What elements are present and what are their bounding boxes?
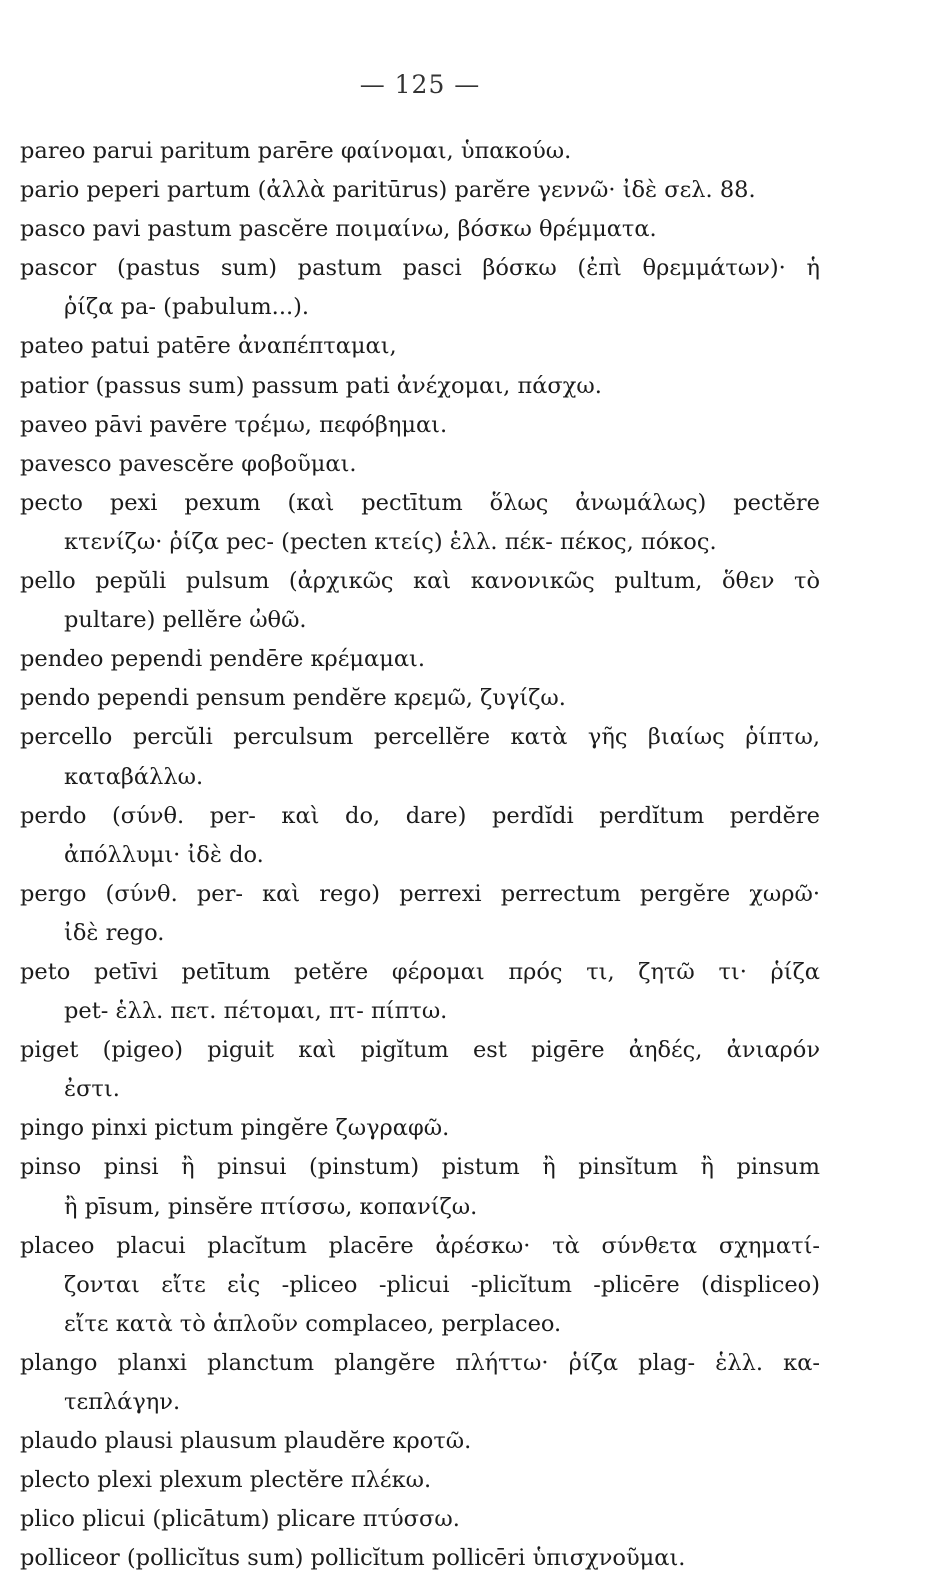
verb-entry-line: polliceor (pollicĭtus sum) pollicĭtum pollicēri ὑπισχνοῦμαι. [20,1545,686,1572]
verb-entry-line: pergo (σύνθ. per- καὶ rego) perrexi perrectum pergĕre χωρῶ· [20,880,820,907]
entry-continuation-line: ἢ pīsum, pinsĕre πτίσσω, κοπανίζω. [64,1193,478,1220]
verb-entry-line: piget (pigeo) piguit καὶ pigĭtum est pigēre ἀηδές, ἀνιαρόν [20,1037,820,1064]
verb-entry-line: pateo patui patēre ἀναπέπταμαι, [20,333,397,360]
verb-entry-line: pingo pinxi pictum pingĕre ζωγραφῶ. [20,1115,450,1142]
verb-entry-line: pecto pexi pexum (καὶ pectītum ὅλως ἀνωμάλως) pectĕre [20,489,820,516]
entry-continuation-line: εἴτε κατὰ τὸ ἁπλοῦν complaceo, perplaceo. [64,1310,562,1337]
entry-continuation-line: τεπλάγην. [64,1389,181,1415]
verb-entry-line: patior (passus sum) passum pati ἀνέχομαι, πάσχω. [20,372,602,399]
verb-entry-line: pendo pependi pensum pendĕre κρεμῶ, ζυγίζω. [20,685,566,712]
verb-entry-line: pasco pavi pastum pascĕre ποιμαίνω, βόσκω θρέμματα. [20,216,657,243]
verb-entry-line: percello percŭli perculsum percellĕre κατὰ γῆς βιαίως ῥίπτω, [20,724,820,751]
entry-continuation-line: ζονται εἴτε εἰς -pliceo -plicui -plicĭtum -plicēre (displiceo) [64,1271,820,1298]
verb-entry-line: pello pepŭli pulsum (ἀρχικῶς καὶ κανονικῶς pultum, ὅθεν τὸ [20,568,820,595]
entry-continuation-line: καταβάλλω. [64,763,204,790]
verb-entry-line: pascor (pastus sum) pastum pasci βόσκω (ἐπὶ θρεμμάτων)· ἡ [20,255,820,282]
verb-entry-line: peto petīvi petītum petĕre φέρομαι πρός τι, ζητῶ τι· ῥίζα [20,958,820,985]
entry-continuation-line: pet- ἑλλ. πετ. πέτομαι, πτ- πίπτω. [64,998,448,1025]
verb-entry-line: pareo parui paritum parēre φαίνομαι, ὑπακούω. [20,138,572,164]
verb-entry-line: plango planxi planctum plangĕre πλήττω· ῥίζα plag- ἑλλ. κα- [20,1349,820,1376]
entry-continuation-line: κτενίζω· ῥίζα pec- (pecten κτείς) ἑλλ. πέκ- πέκος, πόκος. [64,528,717,555]
verb-entry-line: pario peperi partum (ἀλλὰ paritūrus) parĕre γεννῶ· ἰδὲ σελ. 88. [20,177,756,204]
verb-entry-line: pendeo pependi pendēre κρέμαμαι. [20,646,426,673]
page-number: — 125 — [359,70,481,99]
entry-continuation-line: ἐστι. [64,1076,120,1103]
verb-entry-line: plecto plexi plexum plectĕre πλέκω. [20,1467,432,1494]
verb-entry-line: placeo placui placĭtum placēre ἀρέσκω· τὰ σύνθετα σχηματί- [20,1232,820,1259]
verb-list [20,132,820,1578]
entry-continuation-line: pultare) pellĕre ὠθῶ. [64,607,307,634]
entry-continuation-line: ἀπόλλυμι· ἰδὲ do. [64,841,264,868]
verb-entry-line: pinso pinsi ἢ pinsui (pinstum) pistum ἢ pinsĭtum ἢ pinsum [20,1154,820,1181]
entry-continuation-line: ῥίζα pa- (pabulum...). [64,294,310,321]
verb-entry-line: paveo pāvi pavēre τρέμω, πεφόβημαι. [20,411,448,438]
entry-continuation-line: ἰδὲ rego. [64,919,165,946]
verb-entry-line: plico plicui (plicātum) plicare πτύσσω. [20,1506,460,1533]
verb-entry-line: pavesco pavescĕre φοβοῦμαι. [20,450,357,477]
verb-entry-line: plaudo plausi plausum plaudĕre κροτῶ. [20,1428,472,1455]
verb-entry-line: perdo (σύνθ. per- καὶ do, dare) perdĭdi perdĭtum perdĕre [20,802,820,829]
